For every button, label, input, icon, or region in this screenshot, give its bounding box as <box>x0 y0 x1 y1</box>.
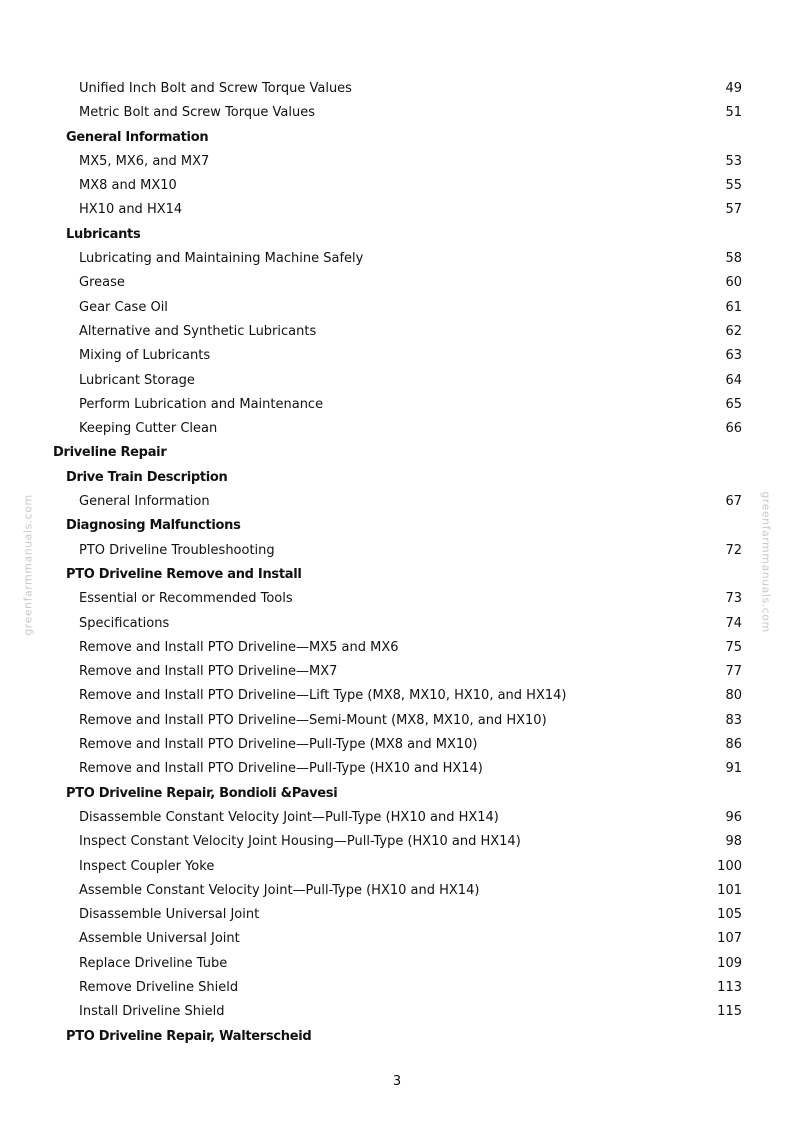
toc-entry-page-number: 55 <box>725 178 742 194</box>
toc-entry[interactable] <box>0 830 794 854</box>
toc-entry[interactable] <box>0 296 794 320</box>
toc-entry[interactable] <box>0 490 794 514</box>
toc-entry[interactable] <box>0 684 794 708</box>
toc-section-heading[interactable] <box>0 514 794 538</box>
toc-entry-page-number: 64 <box>725 372 742 388</box>
toc-entry-title: Assemble Constant Velocity Joint—Pull-Type (HX10 and HX14) <box>79 882 480 898</box>
toc-entry-page-number: 105 <box>717 907 742 923</box>
toc-entry[interactable] <box>0 806 794 830</box>
toc-entry[interactable] <box>0 369 794 393</box>
toc-entry-page-number: 100 <box>717 858 742 874</box>
toc-entry-page-number: 72 <box>725 542 742 558</box>
toc-entry-title: Disassemble Universal Joint <box>79 907 260 923</box>
toc-entry-page-number: 61 <box>725 299 742 315</box>
toc-entry-title: Metric Bolt and Screw Torque Values <box>79 105 315 121</box>
table-of-contents <box>0 77 794 1049</box>
toc-entry-page-number: 91 <box>725 761 742 777</box>
toc-entry-title: General Information <box>66 129 209 145</box>
toc-entry[interactable] <box>0 636 794 660</box>
toc-entry[interactable] <box>0 198 794 222</box>
toc-entry-title: Driveline Repair <box>53 445 167 461</box>
toc-entry-title: Inspect Constant Velocity Joint Housing—Pull-Type (HX10 and HX14) <box>79 834 521 850</box>
toc-entry-title: Keeping Cutter Clean <box>79 421 218 437</box>
toc-entry[interactable] <box>0 77 794 101</box>
toc-entry[interactable] <box>0 150 794 174</box>
toc-section-heading[interactable] <box>0 466 794 490</box>
toc-entry-title: Remove and Install PTO Driveline—Pull-Type (HX10 and HX14) <box>79 761 483 777</box>
toc-entry[interactable] <box>0 271 794 295</box>
toc-entry[interactable] <box>0 709 794 733</box>
toc-entry-title: Remove and Install PTO Driveline—Pull-Type (MX8 and MX10) <box>79 737 478 753</box>
toc-entry-title: PTO Driveline Troubleshooting <box>79 542 275 558</box>
toc-entry-page-number: 101 <box>717 882 742 898</box>
toc-entry-title: Drive Train Description <box>66 469 228 485</box>
toc-entry-page-number: 86 <box>725 737 742 753</box>
toc-entry[interactable] <box>0 174 794 198</box>
toc-section-heading[interactable] <box>0 223 794 247</box>
toc-entry-title: MX5, MX6, and MX7 <box>79 153 210 169</box>
toc-section-heading[interactable] <box>0 782 794 806</box>
toc-chapter-heading[interactable] <box>0 441 794 465</box>
toc-entry-title: Remove and Install PTO Driveline—Semi-Mount (MX8, MX10, and HX10) <box>79 712 547 728</box>
toc-entry-title: PTO Driveline Remove and Install <box>66 566 302 582</box>
toc-entry-page-number: 65 <box>725 396 742 412</box>
toc-entry[interactable] <box>0 855 794 879</box>
toc-entry-page-number: 75 <box>725 639 742 655</box>
toc-entry-title: Alternative and Synthetic Lubricants <box>79 323 317 339</box>
toc-entry[interactable] <box>0 927 794 951</box>
toc-entry-page-number: 74 <box>725 615 742 631</box>
toc-entry-page-number: 53 <box>725 153 742 169</box>
page-number: 3 <box>392 1074 402 1089</box>
toc-entry-title: PTO Driveline Repair, Bondioli &Pavesi <box>66 785 338 801</box>
toc-entry-page-number: 63 <box>725 348 742 364</box>
toc-entry-page-number: 67 <box>725 494 742 510</box>
toc-entry-title: PTO Driveline Repair, Walterscheid <box>66 1028 312 1044</box>
toc-entry[interactable] <box>0 247 794 271</box>
toc-entry[interactable] <box>0 612 794 636</box>
toc-entry[interactable] <box>0 660 794 684</box>
toc-entry-page-number: 77 <box>725 664 742 680</box>
toc-entry[interactable] <box>0 344 794 368</box>
toc-entry[interactable] <box>0 587 794 611</box>
toc-entry-page-number: 113 <box>717 979 742 995</box>
toc-entry-page-number: 96 <box>725 809 742 825</box>
toc-entry-title: General Information <box>79 494 210 510</box>
toc-entry-title: Assemble Universal Joint <box>79 931 240 947</box>
toc-entry-page-number: 98 <box>725 834 742 850</box>
toc-entry-page-number: 115 <box>717 1004 742 1020</box>
toc-entry-title: Replace Driveline Tube <box>79 955 228 971</box>
toc-entry[interactable] <box>0 879 794 903</box>
toc-entry-title: Lubricant Storage <box>79 372 195 388</box>
toc-entry-page-number: 80 <box>725 688 742 704</box>
toc-entry-page-number: 49 <box>725 81 742 96</box>
toc-entry-page-number: 73 <box>725 591 742 607</box>
toc-entry-title: Grease <box>79 275 125 291</box>
toc-entry-title: HX10 and HX14 <box>79 202 183 218</box>
toc-entry-title: MX8 and MX10 <box>79 178 177 194</box>
toc-entry-title: Disassemble Constant Velocity Joint—Pull-Type (HX10 and HX14) <box>79 809 499 825</box>
toc-entry-page-number: 58 <box>725 251 742 267</box>
toc-entry-title: Unified Inch Bolt and Screw Torque Values <box>79 81 352 96</box>
toc-entry-title: Install Driveline Shield <box>79 1004 225 1020</box>
watermark-left: greenfarmmanuals.com <box>21 494 35 636</box>
toc-entry[interactable] <box>0 952 794 976</box>
toc-entry-title: Specifications <box>79 615 170 631</box>
toc-entry-page-number: 66 <box>725 421 742 437</box>
toc-entry-page-number: 57 <box>725 202 742 218</box>
toc-entry-page-number: 51 <box>725 105 742 121</box>
toc-entry-title: Lubricants <box>66 226 141 242</box>
toc-entry-title: Essential or Recommended Tools <box>79 591 293 607</box>
toc-entry-title: Perform Lubrication and Maintenance <box>79 396 324 412</box>
toc-entry-title: Diagnosing Malfunctions <box>66 518 241 534</box>
toc-section-heading[interactable] <box>0 563 794 587</box>
toc-entry[interactable] <box>0 393 794 417</box>
toc-entry-title: Lubricating and Maintaining Machine Safely <box>79 251 364 267</box>
toc-entry[interactable] <box>0 101 794 125</box>
toc-entry[interactable] <box>0 903 794 927</box>
toc-section-heading[interactable] <box>0 126 794 150</box>
toc-entry-title: Remove and Install PTO Driveline—MX5 and MX6 <box>79 639 399 655</box>
toc-entry-title: Inspect Coupler Yoke <box>79 858 215 874</box>
toc-entry-page-number: 107 <box>717 931 742 947</box>
toc-entry-title: Remove and Install PTO Driveline—Lift Type (MX8, MX10, HX10, and HX14) <box>79 688 567 704</box>
toc-entry[interactable] <box>0 320 794 344</box>
toc-entry[interactable] <box>0 733 794 757</box>
toc-entry[interactable] <box>0 1000 794 1024</box>
toc-entry-title: Remove and Install PTO Driveline—MX7 <box>79 664 338 680</box>
toc-entry[interactable] <box>0 539 794 563</box>
toc-entry-page-number: 83 <box>725 712 742 728</box>
toc-entry-page-number: 109 <box>717 955 742 971</box>
toc-entry-title: Remove Driveline Shield <box>79 979 239 995</box>
toc-entry[interactable] <box>0 417 794 441</box>
toc-entry[interactable] <box>0 757 794 781</box>
toc-entry-page-number: 62 <box>725 323 742 339</box>
toc-entry[interactable] <box>0 976 794 1000</box>
toc-entry-title: Gear Case Oil <box>79 299 168 315</box>
toc-entry-page-number: 60 <box>725 275 742 291</box>
toc-section-heading[interactable] <box>0 1025 794 1049</box>
watermark-right: greenfarmmanuals.com <box>759 491 773 633</box>
toc-entry-title: Mixing of Lubricants <box>79 348 211 364</box>
